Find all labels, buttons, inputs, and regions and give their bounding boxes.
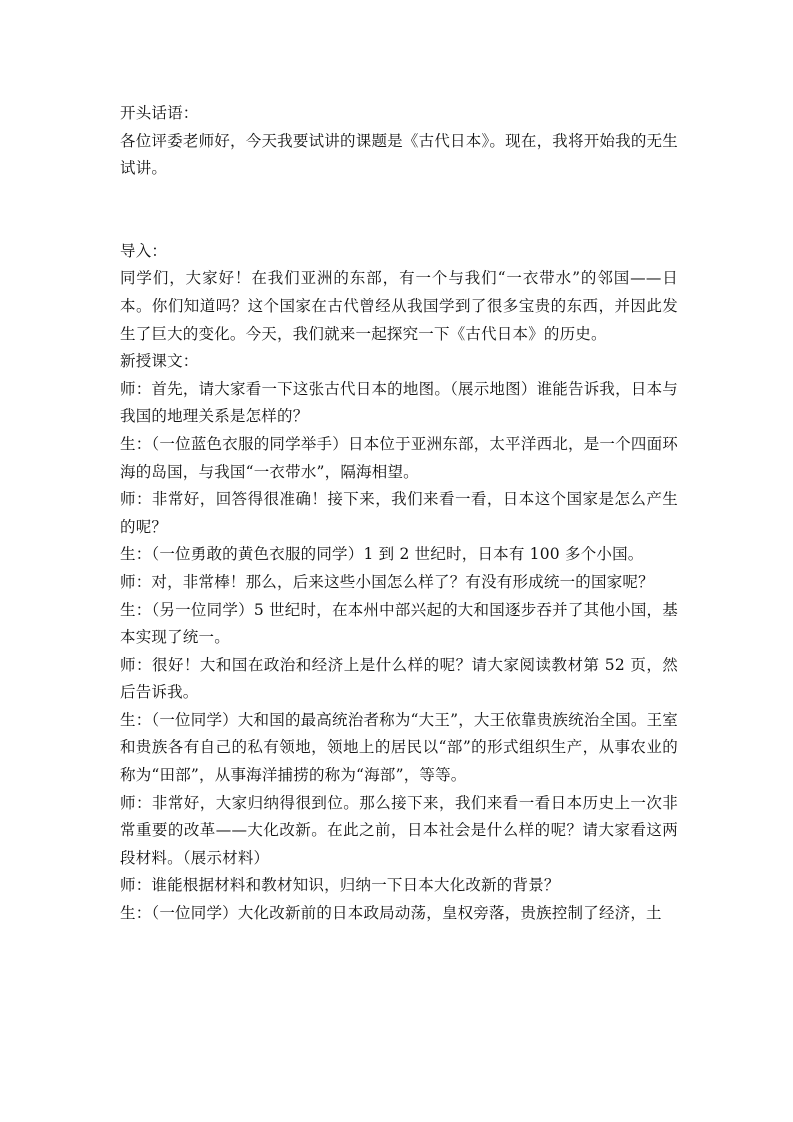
- dialogue-line: 生：（一位同学）大化改新前的日本政局动荡，皇权旁落，贵族控制了经济，土: [120, 904, 662, 923]
- dialogue-line: 生：（另一位同学）5 世纪时，在本州中部兴起的大和国逐步吞并了其他小国，基本实现了统一。: [120, 600, 678, 647]
- intro-heading: 导入：: [120, 241, 168, 260]
- dialogue-line: 师：对，非常棒！那么，后来这些小国怎么样了？有没有形成统一的国家呢？: [120, 572, 654, 591]
- dialogue-line: 生：（一位勇敢的黄色衣服的同学）1 到 2 世纪时，日本有 100 多个小国。: [120, 545, 644, 564]
- dialogue-line: 生：（一位蓝色衣服的同学举手）日本位于亚洲东部，太平洋西北，是一个四面环海的岛国，与我国“一衣带水”，隔海相望。: [120, 434, 678, 481]
- dialogue-line: 师：首先，请大家看一下这张古代日本的地图。（展示地图）谁能告诉我，日本与我国的地理关系是怎样的？: [120, 379, 678, 426]
- dialogue-line: 师：很好！大和国在政治和经济上是什么样的呢？请大家阅读教材第 52 页，然后告诉我。: [120, 655, 678, 702]
- dialogue-line: 生：（一位同学）大和国的最高统治者称为“大王”，大王依靠贵族统治全国。王室和贵族各有自己的私有领地，领地上的居民以“部”的形式组织生产，从事农业的称为“田部”，从事海洋捕捞的称为“海部”，等等。: [120, 710, 679, 785]
- intro-paragraph: 同学们，大家好！在我们亚洲的东部，有一个与我们“一衣带水”的邻国——日本。你们知道吗？这个国家在古代曾经从我国学到了很多宝贵的东西，并因此发生了巨大的变化。今天，我们就来一起探究一下《古代日本》的历史。: [120, 269, 678, 343]
- dialogue-line: 师：非常好，大家归纳得很到位。那么接下来，我们来看一看日本历史上一次非常重要的改革——大化改新。在此之前，日本社会是什么样的呢？请大家看这两段材料。（展示材料）: [120, 793, 678, 867]
- opening-heading: 开头话语：: [120, 104, 199, 122]
- section-spacer: [120, 183, 678, 238]
- document-body: [120, 100, 678, 928]
- opening-paragraph: 各位评委老师好，今天我要试讲的课题是《古代日本》。现在，我将开始我的无生试讲。: [120, 131, 678, 178]
- dialogue-line: 师：谁能根据材料和教材知识，归纳一下日本大化改新的背景？: [120, 876, 560, 895]
- lesson-heading: 新授课文：: [120, 352, 199, 371]
- dialogue-line: 师：非常好，回答得很准确！接下来，我们来看一看，日本这个国家是怎么产生的呢？: [120, 490, 678, 536]
